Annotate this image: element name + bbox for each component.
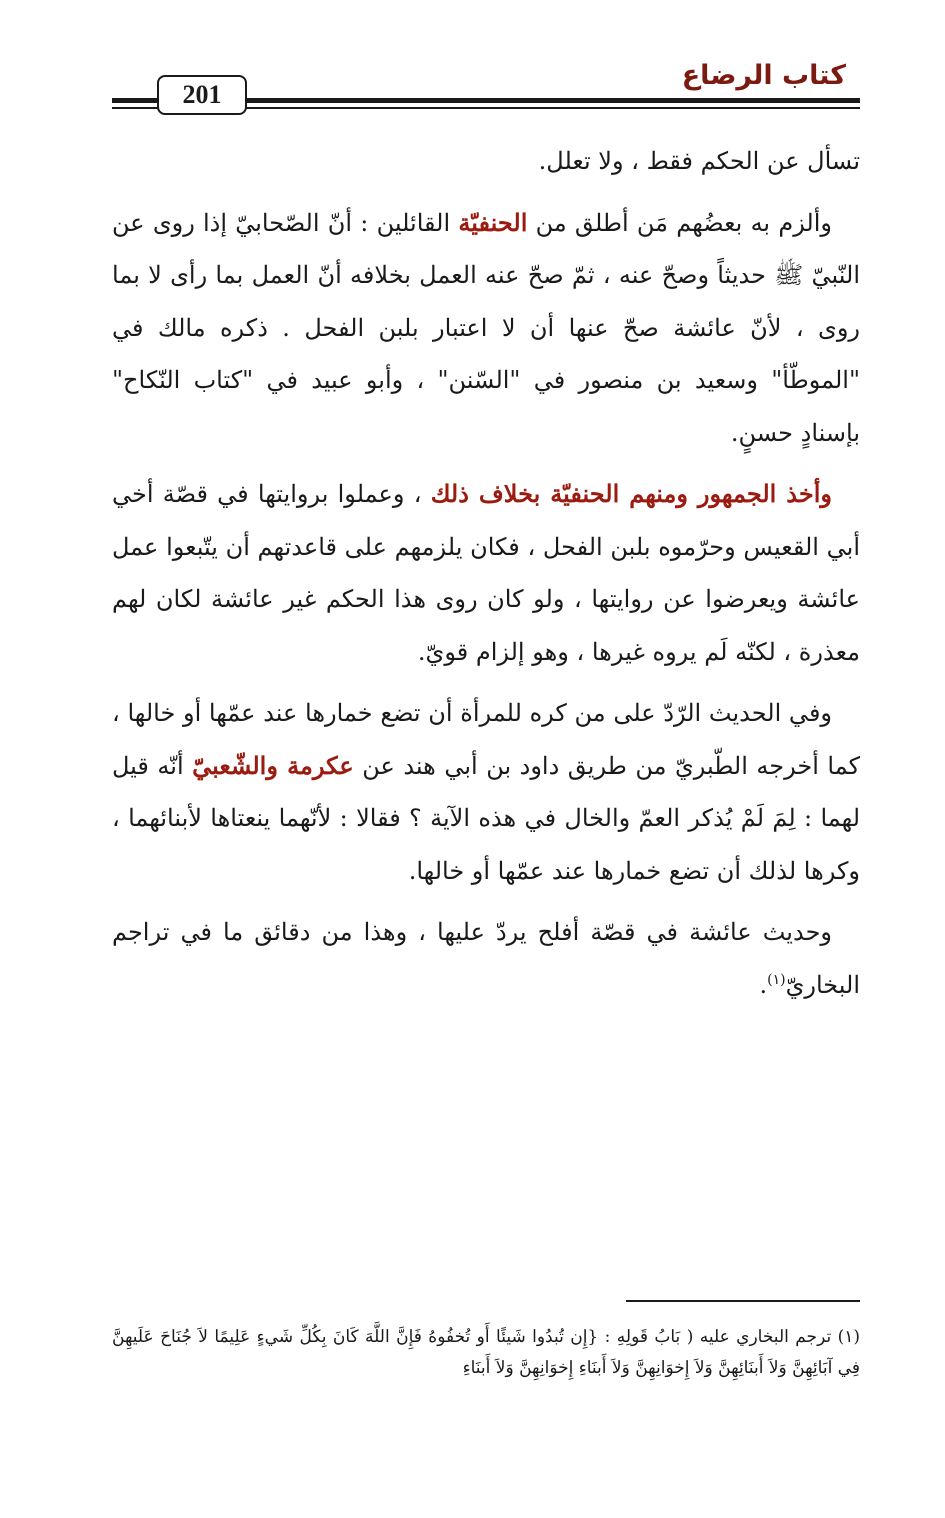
paragraph-2: [112, 197, 860, 460]
footnote-text: (١) ترجم البخاري عليه ( بَابُ قَولِهِ : {إِن تُبدُوا شَيئًا أَو تُخفُوهُ فَإِنَّ اللَّهَ كَانَ بِكُلِّ شَيءٍ عَلِيمًا لاَ جُنَاحَ عَلَيهِنَّ فِي آبَائِهِنَّ وَلاَ أَبنَائِهِنَّ وَلاَ إِخوَانِهِنَّ وَلاَ أَبنَاءِ إِخوَانِهِنَّ وَلاَ أَبنَاءِ: [112, 1327, 860, 1378]
paragraph-3-text-b: ، وعملوا بروايتها في قصّة أخي أبي القعيس وحرّموه بلبن الفحل ، فكان يلزمهم على قاعدتهم أن يتّبعوا عمل عائشة ويعرضوا عن روايتها ، ولو كان روى هذا الحكم غير عائشة لكان لهم معذرة ، لكنّه لَم يروه غيرها ، وهو إلزام قويّ.: [112, 480, 860, 666]
paragraph-5-text-a: وحديث عائشة في قصّة أفلح يردّ عليها ، وهذا من دقائق ما في تراجم البخاريّ: [112, 918, 860, 999]
paragraph-4-text-b: أنّه قيل لهما : لِمَ لَمْ يُذكر العمّ والخال في هذه الآية ؟ فقالا : لأنّهما ينعتاها لأبنائهما ، وكرها لذلك أن تضع خمارها عند عمّها أو خالها.: [112, 751, 860, 885]
highlight-hanafiyya: الحنفيّة: [458, 207, 528, 237]
footnote-reference[interactable]: (١): [767, 971, 786, 988]
paragraph-4: [112, 687, 860, 897]
page-header: [112, 52, 860, 122]
paragraph-2-text-b: القائلين : أنّ الصّحابيّ إذا روى عن النّبيّ ﷺ حديثاً وصحّ عنه ، ثمّ صحّ عنه العمل بخلافه أنّ العمل بما رأى لا بما روى ، لأنّ عائشة صحّ عنها أن لا اعتبار بلبن الفحل . ذكره مالك في "الموطّأ" وسعيد بن منصور في "السّنن" ، وأبو عبيد في "كتاب النّكاح" بإسنادٍ حسنٍ.: [112, 208, 860, 447]
paragraph-2-text-a: وألزم به بعضُهم مَن أطلق من: [527, 208, 833, 237]
page-number: 201: [157, 75, 247, 115]
footnote-separator: [626, 1300, 860, 1302]
book-title: كتاب الرضاع: [681, 60, 846, 91]
paragraph-5: [112, 906, 860, 1011]
paragraph-1-text: تسأل عن الحكم فقط ، ولا تعلل.: [538, 147, 860, 175]
highlight-jumhur: وأخذ الجمهور ومنهم الحنفيّة بخلاف ذلك: [430, 479, 832, 508]
paragraph-5-end: .: [759, 970, 768, 999]
paragraph-4-text-a: وفي الحديث الرّدّ على من كره للمرأة أن تضع خمارها عند عمّها أو خالها ، كما أخرجه الطّبريّ من طريق داود بن أبي هند عن: [112, 699, 860, 780]
highlight-ikrima-shabi: عكرمة والشّعبيّ: [192, 750, 354, 780]
paragraph-1: [112, 135, 860, 188]
main-text: [112, 135, 860, 1020]
footnote: [112, 1322, 860, 1384]
paragraph-3: [112, 468, 860, 678]
